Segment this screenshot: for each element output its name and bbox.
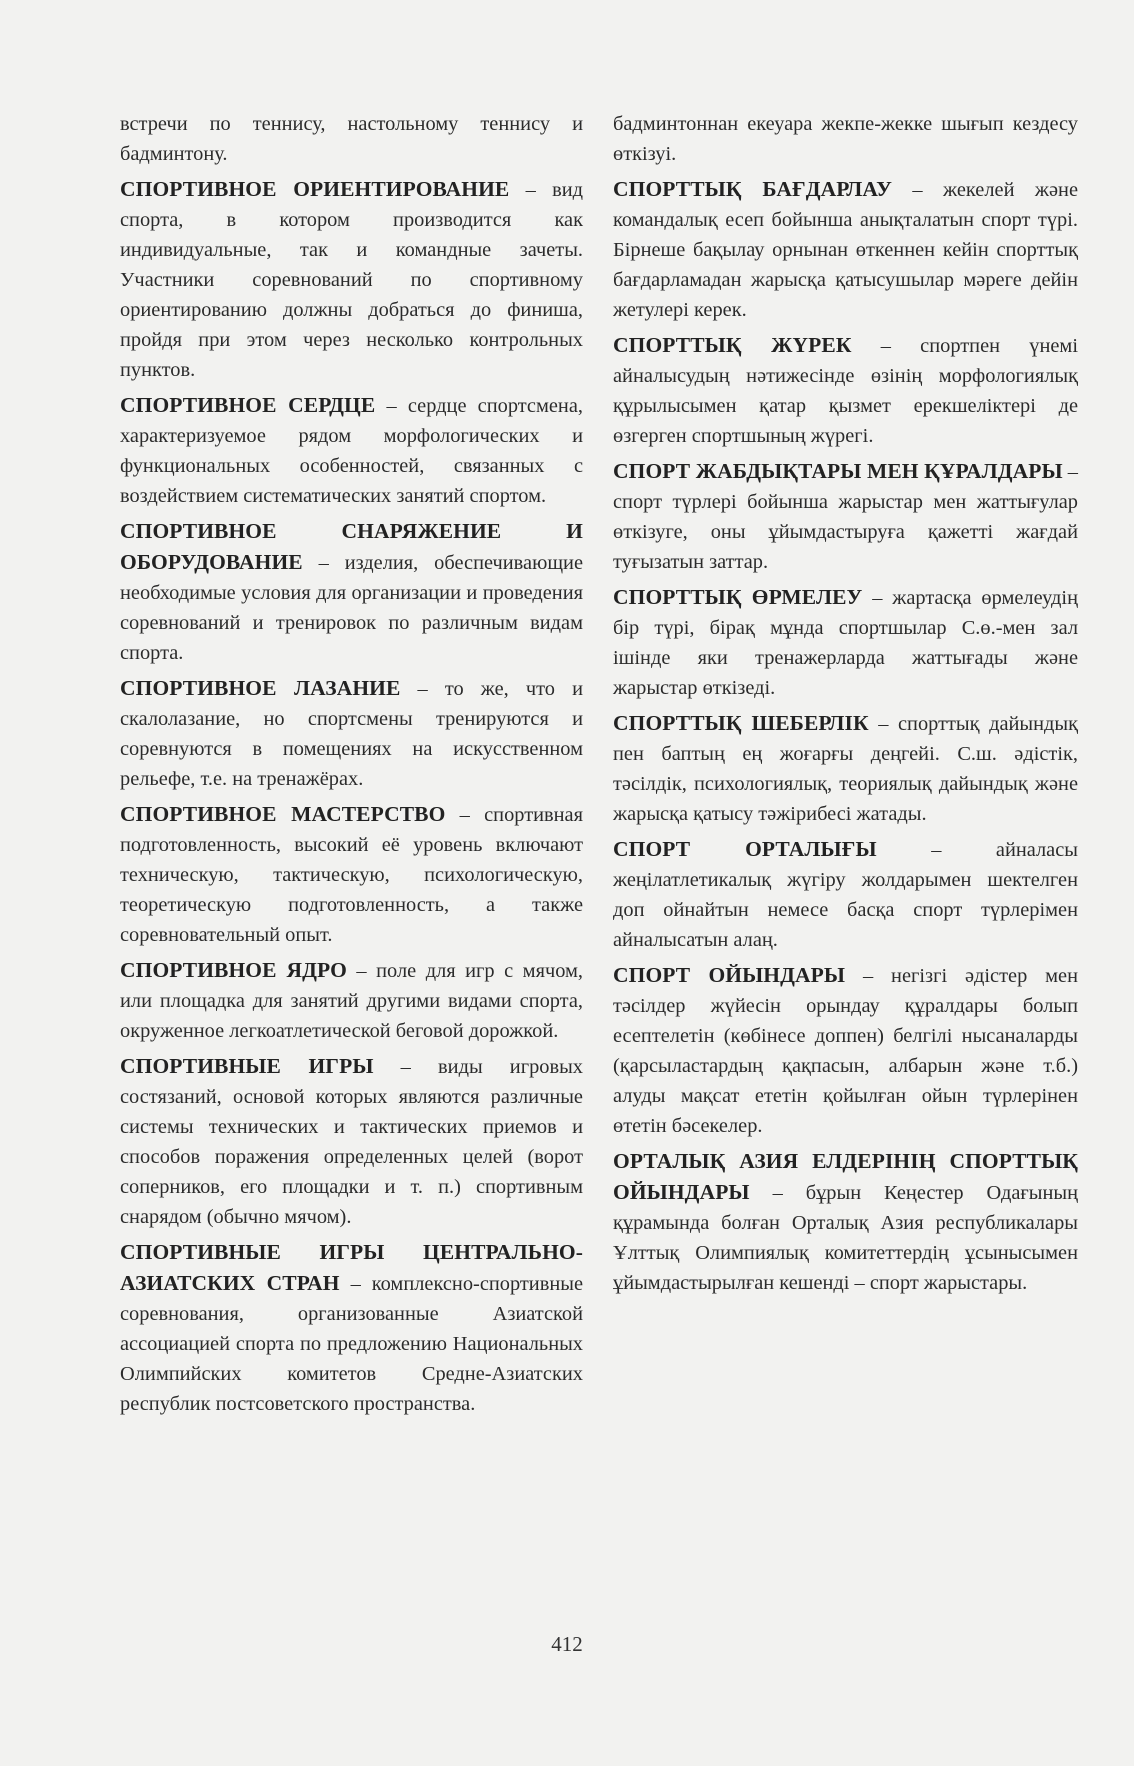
entry-term: СПОРТИВНЫЕ ИГРЫ: [120, 1054, 374, 1078]
entry-term: СПОРТИВНОЕ ЛАЗАНИЕ: [120, 676, 401, 700]
entry-definition: жартасқа өрмелеудің бір түрі, бірақ мұнда спортшылар С.ө.-мен зал ішінде яки тренажерларда жаттығады және жарыстар өткізеді.: [613, 587, 1078, 699]
entry-definition: спортпен үнемі айналысудың нәтижесінде өзінің морфологиялық құрылысымен қатар қызмет ерекшеліктері де өзгерген спортшының жүрегі.: [613, 335, 1078, 447]
entry-dash: –: [876, 839, 996, 861]
entry-term: СПОРТТЫҚ БАҒДАРЛАУ: [613, 177, 893, 201]
entry-term: СПОРТТЫҚ ӨРМЕЛЕУ: [613, 585, 863, 609]
entry-definition: вид спорта, в котором производится как индивидуальные, так и командные зачеты. Участники соревнований по спортивному ориентированию должны добраться до финиша, пройдя при этом через несколько контрольных пунктов.: [120, 179, 583, 381]
entry-dash: –: [845, 965, 892, 987]
entry-definition: негізгі әдістер мен тәсілдер жүйесін орындау құралдары болып есептелетін (көбінесе доппен) белгілі нысаналарды (қарсыластардың қақпасын, албарын және т.б.) алуды мақсат ететін қойылған ойын түрлерінен өтетін бәсекелер.: [613, 965, 1078, 1137]
entry-term: СПОРТТЫҚ ШЕБЕРЛІК: [613, 711, 869, 735]
entry-term: СПОРТ ЖАБДЫҚТАРЫ МЕН ҚҰРАЛДАРЫ: [613, 459, 1063, 483]
entry-dash: –: [445, 804, 485, 826]
dictionary-entry: [613, 834, 1078, 955]
entry-definition: айналасы жеңілатлетикалық жүгіру жолдарымен шектелген доп ойнайтын немесе басқа спорт түрлерімен айналысатын алаң.: [613, 839, 1078, 951]
dictionary-entry: [613, 330, 1078, 451]
dictionary-entry: [120, 673, 583, 794]
dictionary-entry: [120, 109, 583, 169]
entry-term: СПОРТИВНОЕ МАСТЕРСТВО: [120, 802, 446, 826]
dictionary-entry: [120, 955, 583, 1046]
entry-term: СПОРТИВНЫЕ ИГРЫ ЦЕНТРАЛЬНО-АЗИАТСКИХ СТРАН: [120, 1240, 583, 1295]
entry-definition: виды игровых состязаний, основой которых являются различные системы технических и тактических приемов и способов поражения определенных целей (ворот соперников, его площадки и т. п.) спортивным снарядом (обычно мячом).: [120, 1056, 583, 1228]
entry-definition: то же, что и скалолазание, но спортсмены тренируются и соревнуются в помещениях на искусственном рельефе, т.е. на тренажёрах.: [120, 678, 583, 790]
entry-dash: –: [862, 587, 893, 609]
entry-definition: сердце спортсмена, характеризуемое рядом морфологических и функциональных особенностей, связанных с воздействием систематических занятий спортом.: [120, 395, 583, 507]
entry-definition: бұрын Кеңестер Одағының құрамында болған Орталық Азия республикалары Ұлттық Олимпиялық комитеттердің ұсынысымен ұйымдастырылған кешенді – спорт жарыстары.: [613, 1182, 1079, 1294]
entry-dash: –: [1062, 461, 1078, 483]
entry-term: СПОРТИВНОЕ СЕРДЦЕ: [120, 393, 376, 417]
dictionary-entry: [613, 1146, 1078, 1298]
dictionary-entry: [120, 1237, 583, 1419]
dictionary-entry: [613, 960, 1078, 1141]
dictionary-entry: [613, 456, 1078, 577]
entry-dash: –: [509, 179, 553, 201]
entry-term: СПОРТИВНОЕ ОРИЕНТИРОВАНИЕ: [120, 177, 510, 201]
dictionary-entry: [613, 109, 1078, 169]
dictionary-entry: [613, 174, 1078, 325]
dictionary-entry: [120, 390, 583, 511]
entry-dash: –: [375, 395, 408, 417]
entry-definition: изделия, обеспечивающие необходимые условия для организации и проведения соревнований и тренировок по различным видам спорта.: [120, 552, 583, 664]
entry-dash: –: [339, 1273, 372, 1295]
left-column: [120, 109, 583, 1424]
dictionary-entry: [120, 516, 583, 668]
entry-dash: –: [892, 179, 944, 201]
entry-definition: спорт түрлері бойынша жарыстар мен жаттығулар өткізуге, оны ұйымдастыруға қажетті жағдай туғызатын заттар.: [613, 491, 1078, 573]
entry-definition: поле для игр с мячом, или площадка для занятий другими видами спорта, окруженное легкоатлетической беговой дорожкой.: [120, 960, 584, 1042]
page-number: 412: [551, 1632, 583, 1656]
entry-definition: жекелей және командалық есеп бойынша анықталатын спорт түрі. Бірнеше бақылау орнынан өткеннен кейін спорттық бағдарламадан жарысқа қатысушылар мәреге дейін жетулері керек.: [613, 179, 1078, 321]
entry-dash: –: [400, 678, 445, 700]
entry-term: СПОРТ ОЙЫНДАРЫ: [613, 963, 846, 987]
entry-dash: –: [749, 1182, 806, 1204]
entry-term: ОРТАЛЫҚ АЗИЯ ЕЛДЕРІНІҢ СПОРТТЫҚ ОЙЫНДАРЫ: [613, 1149, 1078, 1204]
entry-dash: –: [868, 713, 898, 735]
right-column: [613, 109, 1078, 1303]
dictionary-entry: [120, 799, 583, 950]
entry-definition: комплексно-спортивные соревнования, организованные Азиатской ассоциацией спорта по предложению Национальных Олимпийских комитетов Средне-Азиатских республик постсоветского пространства.: [120, 1273, 584, 1415]
entry-definition: встречи по теннису, настольному теннису и бадминтону.: [120, 113, 583, 165]
entry-term: СПОРТ ОРТАЛЫҒЫ: [613, 837, 877, 861]
entry-definition: бадминтоннан екеуара жекпе-жекке шығып кездесу өткізуі.: [613, 113, 1078, 165]
entry-definition: спортивная подготовленность, высокий её уровень включают техническую, тактическую, психологическую, теоретическую подготовленность, а также соревновательный опыт.: [120, 804, 583, 946]
entry-dash: –: [302, 552, 345, 574]
dictionary-entry: [120, 1051, 583, 1232]
entry-dash: –: [373, 1056, 439, 1078]
entry-term: СПОРТИВНОЕ ЯДРО: [120, 958, 347, 982]
dictionary-entry: [613, 708, 1078, 829]
entry-dash: –: [851, 335, 921, 357]
entry-dash: –: [346, 960, 377, 982]
dictionary-entry: [613, 582, 1078, 703]
dictionary-entry: [120, 174, 583, 385]
entry-definition: спорттық дайындық пен баптың ең жоғарғы деңгейі. С.ш. әдістік, тәсілдік, психологиялық, теориялық дайындық және жарысқа қатысу тәжірибесі жатады.: [613, 713, 1079, 825]
entry-term: СПОРТТЫҚ ЖҮРЕК: [613, 333, 852, 357]
entry-term: СПОРТИВНОЕ СНАРЯЖЕНИЕ И ОБОРУДОВАНИЕ: [120, 519, 583, 574]
